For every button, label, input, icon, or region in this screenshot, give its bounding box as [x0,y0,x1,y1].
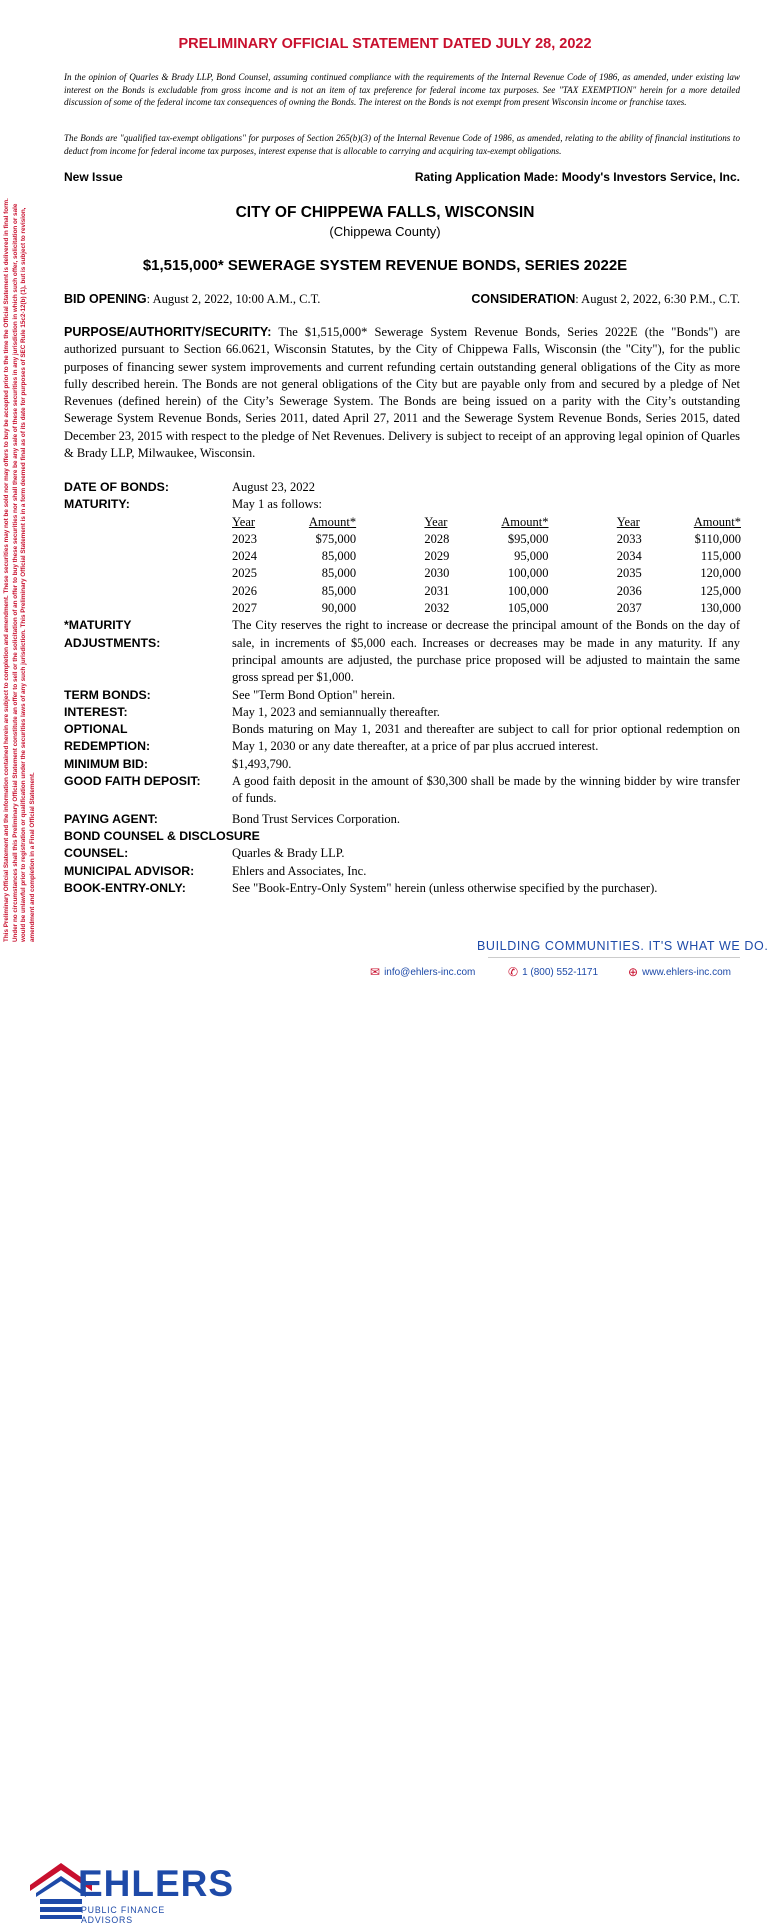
email-icon: ✉ [370,965,381,979]
maturity-amount: 90,000 [321,601,357,616]
maturity-amount: 115,000 [700,549,741,564]
date-of-bonds-label: DATE OF BONDS: [64,480,169,494]
term-bonds-row [64,687,740,704]
bond-counsel-value: Quarles & Brady LLP. [232,846,345,861]
maturity-amount: $110,000 [694,531,741,546]
date-of-bonds-value: August 23, 2022 [232,480,315,494]
side-notice-line: amendment and completion in a Final Official Statement. [28,772,36,942]
issue-row [64,170,740,184]
phone-icon: ✆ [508,965,519,979]
side-notice-line: Under no circumstances shall this Preliminary Official Statement constitute an offer to sell or the solicitation of an offer to buy these securities nor shall there be any sale of these securities in any jurisdiction in which such offer, solicitation or sale [11,203,19,942]
maturity-year: 2035 [616,566,642,581]
maturity-table-row [232,600,741,617]
document-header: PRELIMINARY OFFICIAL STATEMENT DATED JULY 28, 2022 [178,36,592,52]
paying-agent-row [64,811,740,828]
amount-header: Amount* [308,514,357,529]
maturity-row [64,496,740,513]
ehlers-wordmark: EHLERS [78,1863,235,1904]
bond-counsel-label: BOND COUNSEL & DISCLOSURE COUNSEL: [64,828,260,861]
maturity-year: 2031 [424,583,450,598]
term-bonds-label: TERM BONDS: [64,687,151,702]
maturity-year: 2037 [616,601,642,616]
maturity-year: 2023 [232,531,257,546]
maturity-amount: $75,000 [315,531,357,546]
maturity-amount: 95,000 [514,549,549,564]
consideration-label: CONSIDERATION [471,292,576,306]
book-entry-only-label: BOOK-ENTRY-ONLY: [64,880,186,895]
consideration-value: : August 2, 2022, 6:30 P.M., C.T. [575,292,740,306]
purpose-text: The $1,515,000* Sewerage System Revenue Bonds, Series 2022E (the "Bonds") are authorized pursuant to Section 66.0621, Wisconsin Statutes, by the City of Chippewa Falls, Wisconsin (the "City"), for the public purposes of financing sewer system improvements and current refunding certain outstanding general obligations of the City as more fully described herein. The Bonds are not general obligations of the City but are payable only from and secured by a pledge of Net Revenues (defined herein) of the City’s Sewerage System. The Bonds are being issued on a parity with the City’s outstanding Sewerage System Revenue Bonds, Series 2011, dated April 27, 2011 and the Sewerage System Revenue Bonds, Series 2015, dated December 23, 2015 with respect to the pledge of Net Revenues. Delivery is subject to receipt of an approving legal opinion of Quarles & Brady LLP, Milwaukee, Wisconsin. [64,325,740,461]
issuer-county: (Chippewa County) [329,224,441,239]
maturity-year: 2028 [424,531,450,546]
maturity-amount: 130,000 [700,601,741,616]
year-header: Year [616,514,640,529]
maturity-year: 2034 [616,549,642,564]
book-entry-only-value: See "Book-Entry-Only System" herein (unless otherwise specified by the purchaser). [232,880,658,895]
maturity-table-row [232,583,741,600]
email-text: info@ehlers-inc.com [384,966,476,978]
interest-label: INTEREST: [64,704,128,719]
bond-counsel-row [64,828,740,863]
maturity-amount: $95,000 [507,531,549,546]
side-notice [3,62,61,942]
phone-text: 1 (800) 552-1171 [522,966,599,978]
bid-row [64,292,740,307]
paying-agent-label: PAYING AGENT: [64,811,158,826]
maturity-year: 2036 [616,583,642,598]
minimum-bid-row [64,756,740,773]
maturity-amount: 120,000 [700,566,741,581]
terms-section [64,479,740,897]
maturity-table-row [232,531,741,548]
optional-redemption-label: OPTIONAL REDEMPTION: [64,722,151,754]
municipal-advisor-row [64,863,740,880]
maturity-value: May 1 as follows: [232,497,322,512]
purpose-paragraph [64,324,740,462]
maturity-year: 2030 [424,566,450,581]
maturity-year: 2029 [424,549,450,564]
new-issue-label: New Issue [64,170,123,184]
good-faith-deposit-row [64,773,740,808]
footer [0,928,770,1925]
minimum-bid-label: MINIMUM BID: [64,756,149,771]
qualified-obligations-paragraph: The Bonds are "qualified tax-exempt obligations" for purposes of Section 265(b)(3) of the Internal Revenue Code of 1986, as amended, relating to the ability of financial institutions to deduct from income for federal income tax purposes, interest expense that is allocable to carrying and acquiring tax-exempt obligations. [64,133,740,156]
web-contact[interactable] [628,965,731,979]
book-entry-only-row [64,880,740,897]
maturity-amount: 100,000 [507,583,549,598]
phone-contact[interactable] [508,965,598,979]
tax-opinion-paragraph: In the opinion of Quarles & Brady LLP, Bond Counsel, assuming continued compliance with the requirements of the Internal Revenue Code of 1986, as amended, under existing law interest on the Bonds is excludable from gross income and is not an item of tax preference for federal income tax purposes. See "TAX EXEMPTION" herein for a more detailed discussion of some of the federal income tax consequences of owning the Bonds. The interest on the Bonds is not exempt from present Wisconsin income or franchise taxes. [64,72,740,107]
purpose-label: PURPOSE/AUTHORITY/SECURITY: [64,325,272,339]
year-header: Year [424,514,448,529]
paying-agent-value: Bond Trust Services Corporation. [232,811,401,826]
minimum-bid-value: $1,493,790. [232,756,292,771]
maturity-year: 2025 [232,566,257,581]
maturity-amount: 105,000 [507,601,549,616]
maturity-amount: 100,000 [507,566,549,581]
bid-opening-value: : August 2, 2022, 10:00 A.M., C.T. [146,292,321,306]
maturity-table [232,514,741,618]
bond-title: $1,515,000* SEWERAGE SYSTEM REVENUE BONDS, SERIES 2022E [142,257,628,274]
maturity-year: 2024 [232,549,257,564]
date-of-bonds-row [64,479,740,496]
bid-opening-label: BID OPENING [64,292,147,306]
maturity-year: 2032 [424,601,450,616]
maturity-schedule-row [64,514,740,618]
optional-redemption-row [64,721,740,756]
maturity-label: MATURITY: [64,497,130,512]
tagline: BUILDING COMMUNITIES. IT'S WHAT WE DO. [477,939,769,953]
good-faith-deposit-value: A good faith deposit in the amount of $30,300 shall be made by the winning bidder by wire transfer of funds. [232,774,740,806]
good-faith-deposit-label: GOOD FAITH DEPOSIT: [64,774,201,789]
interest-value: May 1, 2023 and semiannually thereafter. [232,704,440,719]
optional-redemption-value: Bonds maturing on May 1, 2031 and thereafter are subject to call for prior optional redemption on May 1, 2030 or any date thereafter, at a price of par plus accrued interest. [232,722,740,754]
maturity-amount: 125,000 [700,583,741,598]
maturity-adjustments-value: The City reserves the right to increase or decrease the principal amount of the Bonds on the day of sale, in increments of $5,000 each. Increases or decreases may be made in any maturity. If any principal amounts are adjusted, the purchase price proposed will be adjusted to maintain the same gross spread per $1,000. [232,618,740,685]
globe-icon: ⊕ [628,965,639,979]
maturity-table-row [232,565,741,582]
maturity-amount: 85,000 [321,566,357,581]
amount-header: Amount* [501,514,549,529]
maturity-table-header [232,514,741,531]
municipal-advisor-value: Ehlers and Associates, Inc. [232,863,367,878]
web-text: www.ehlers-inc.com [642,966,731,978]
maturity-year: 2027 [232,601,257,616]
issuer-name: CITY OF CHIPPEWA FALLS, WISCONSIN [235,204,535,221]
rating-label: Rating Application Made: Moody's Investors Service, Inc. [414,170,740,184]
side-notice-line: would be unlawful prior to registration or qualification under the securities laws of any such jurisdiction. This Preliminary Official Statement is in a form deemed final as of its date for purposes of SEC Rule 15c2-12(b) (1), but is subject to revision, [20,207,28,942]
email-contact[interactable] [370,965,475,979]
year-header: Year [232,514,256,529]
maturity-year: 2033 [616,531,642,546]
municipal-advisor-label: MUNICIPAL ADVISOR: [64,863,195,878]
maturity-amount: 85,000 [321,549,357,564]
side-notice-line: This Preliminary Official Statement and the information contained herein are subject to completion and amendment. These securities may not be sold nor may offers to buy be accepted prior to the time the Official Statement is delivered in final form. [3,198,10,942]
maturity-amount: 85,000 [321,583,357,598]
footer-divider [488,957,740,958]
ehlers-subtitle: PUBLIC FINANCE ADVISORS [81,1905,166,1925]
ehlers-logo [26,1857,235,1927]
term-bonds-value: See "Term Bond Option" herein. [232,687,396,702]
maturity-adjustments-label: *MATURITY ADJUSTMENTS: [64,618,161,650]
interest-row [64,704,740,721]
amount-header: Amount* [693,514,741,529]
maturity-year: 2026 [232,583,257,598]
maturity-table-row [232,548,741,565]
maturity-adjustments-row [64,617,740,686]
